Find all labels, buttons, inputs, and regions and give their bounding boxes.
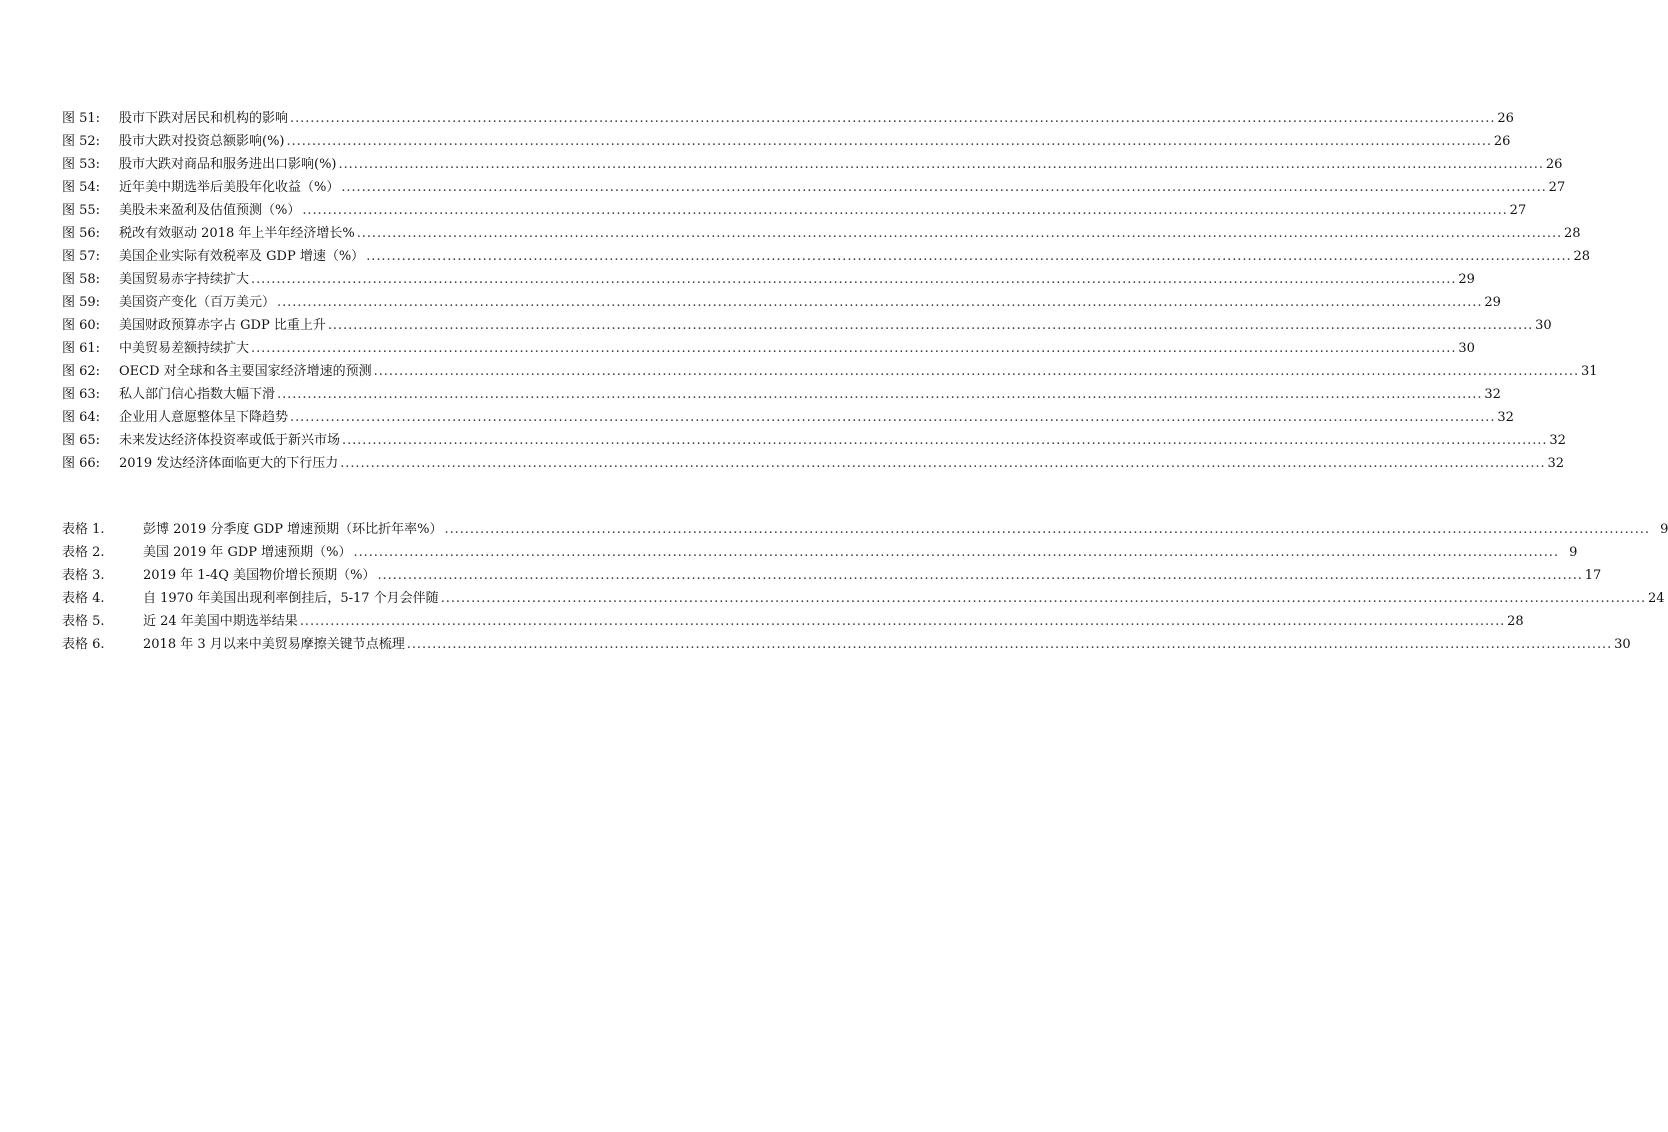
dot-leader xyxy=(374,360,1577,383)
entry-page: 32 xyxy=(1547,456,1565,471)
figure-list xyxy=(62,107,1598,475)
toc-entry-figure[interactable] xyxy=(62,245,1591,268)
entry-title: 自 1970 年美国出现利率倒挂后，5-17 个月会伴随 xyxy=(143,591,439,606)
entry-page: 30 xyxy=(1614,637,1631,652)
entry-title: OECD 对全球和各主要国家经济增速的预测 xyxy=(119,364,372,379)
dot-leader xyxy=(290,107,1493,130)
entry-title: 税改有效驱动 2018 年上半年经济增长% xyxy=(119,226,355,241)
entry-number: 表格 3. xyxy=(62,568,105,583)
toc-entry-table[interactable] xyxy=(62,587,1665,610)
dot-leader xyxy=(290,406,1493,429)
dot-leader xyxy=(340,452,1543,475)
toc-entry-figure[interactable] xyxy=(62,291,1501,314)
dot-leader xyxy=(277,291,1480,314)
entry-number: 表格 2. xyxy=(62,545,105,560)
entry-number: 表格 5. xyxy=(62,614,105,629)
entry-title: 私人部门信心指数大幅下滑 xyxy=(119,387,276,402)
entry-page: 9 xyxy=(1569,545,1578,560)
entry-number: 图 66: xyxy=(62,456,101,471)
entry-number: 图 53: xyxy=(62,157,101,172)
toc-entry-figure[interactable] xyxy=(62,130,1511,153)
entry-title: 彭博 2019 分季度 GDP 增速预期（环比折年率%） xyxy=(143,522,443,537)
entry-page: 32 xyxy=(1484,387,1501,402)
dot-leader xyxy=(342,429,1545,452)
entry-page: 26 xyxy=(1497,111,1514,126)
entry-number: 表格 6. xyxy=(62,637,105,652)
entry-number: 图 51: xyxy=(62,111,101,126)
entry-number: 图 54: xyxy=(62,180,101,195)
entry-number: 图 65: xyxy=(62,433,101,448)
entry-page: 31 xyxy=(1580,364,1598,379)
entry-page: 29 xyxy=(1458,272,1475,287)
entry-number: 图 55: xyxy=(62,203,101,218)
table-list xyxy=(62,518,1668,656)
toc-entry-figure[interactable] xyxy=(62,268,1475,291)
entry-title: 2019 年 1-4Q 美国物价增长预期（%） xyxy=(143,568,376,583)
toc-entry-table[interactable] xyxy=(62,610,1524,633)
toc-entry-table[interactable] xyxy=(62,518,1668,541)
entry-page: 29 xyxy=(1484,295,1501,310)
entry-number: 表格 1. xyxy=(62,522,105,537)
dot-leader xyxy=(277,383,1480,406)
entry-title: 股市下跌对居民和机构的影响 xyxy=(119,111,289,126)
toc-entry-figure[interactable] xyxy=(62,199,1527,222)
entry-page: 28 xyxy=(1573,249,1591,264)
entry-number: 图 59: xyxy=(62,295,101,310)
dot-leader xyxy=(251,268,1454,291)
toc-entry-table[interactable] xyxy=(62,564,1602,587)
dot-leader xyxy=(445,518,1648,541)
toc-entry-figure[interactable] xyxy=(62,222,1581,245)
dot-leader xyxy=(302,199,1505,222)
entry-title: 美国企业实际有效税率及 GDP 增速（%） xyxy=(119,249,365,264)
dot-leader xyxy=(407,633,1610,656)
entry-page: 9 xyxy=(1660,522,1668,537)
toc-entry-figure[interactable] xyxy=(62,429,1566,452)
entry-page: 24 xyxy=(1648,591,1665,606)
entry-number: 图 52: xyxy=(62,134,101,149)
entry-page: 17 xyxy=(1584,568,1602,583)
toc-entry-table[interactable] xyxy=(62,541,1578,564)
toc-entry-table[interactable] xyxy=(62,633,1631,656)
entry-page: 27 xyxy=(1509,203,1527,218)
toc-entry-figure[interactable] xyxy=(62,176,1566,199)
toc-entry-figure[interactable] xyxy=(62,153,1563,176)
entry-number: 表格 4. xyxy=(62,591,105,606)
entry-page: 30 xyxy=(1535,318,1552,333)
entry-number: 图 56: xyxy=(62,226,101,241)
entry-title: 美股未来盈利及估值预测（%） xyxy=(119,203,301,218)
toc-entry-figure[interactable] xyxy=(62,383,1501,406)
entry-title: 股市大跌对投资总额影响(%) xyxy=(119,134,285,149)
dot-leader xyxy=(357,222,1560,245)
entry-title: 美国贸易赤字持续扩大 xyxy=(119,272,250,287)
dot-leader xyxy=(354,541,1557,564)
entry-title: 中美贸易差额持续扩大 xyxy=(119,341,250,356)
dot-leader xyxy=(377,564,1580,587)
dot-leader xyxy=(328,314,1531,337)
entry-title: 近年美中期选举后美股年化收益（%） xyxy=(119,180,340,195)
entry-number: 图 58: xyxy=(62,272,101,287)
entry-number: 图 60: xyxy=(62,318,101,333)
entry-title: 股市大跌对商品和服务进出口影响(%) xyxy=(119,157,337,172)
entry-page: 27 xyxy=(1548,180,1566,195)
entry-number: 图 63: xyxy=(62,387,101,402)
entry-number: 图 61: xyxy=(62,341,101,356)
entry-number: 图 62: xyxy=(62,364,101,379)
dot-leader xyxy=(341,176,1544,199)
toc-entry-figure[interactable] xyxy=(62,107,1514,130)
toc-entry-figure[interactable] xyxy=(62,406,1514,429)
entry-page: 30 xyxy=(1458,341,1475,356)
toc-entry-figure[interactable] xyxy=(62,360,1598,383)
entry-title: 企业用人意愿整体呈下降趋势 xyxy=(119,410,289,425)
entry-title: 2019 发达经济体面临更大的下行压力 xyxy=(119,456,339,471)
entry-title: 美国 2019 年 GDP 增速预期（%） xyxy=(143,545,352,560)
entry-title: 美国资产变化（百万美元） xyxy=(119,295,276,310)
entry-page: 28 xyxy=(1507,614,1524,629)
dot-leader xyxy=(251,337,1454,360)
entry-title: 2018 年 3 月以来中美贸易摩擦关键节点梳理 xyxy=(143,637,405,652)
dot-leader xyxy=(300,610,1503,633)
entry-page: 28 xyxy=(1564,226,1581,241)
entry-number: 图 64: xyxy=(62,410,101,425)
entry-page: 32 xyxy=(1549,433,1566,448)
dot-leader xyxy=(339,153,1542,176)
dot-leader xyxy=(366,245,1569,268)
entry-title: 近 24 年美国中期选举结果 xyxy=(143,614,298,629)
entry-title: 美国财政预算赤字占 GDP 比重上升 xyxy=(119,318,326,333)
dot-leader xyxy=(441,587,1644,610)
entry-page: 26 xyxy=(1545,157,1563,172)
toc-entry-figure[interactable] xyxy=(62,452,1565,475)
toc-entry-figure[interactable] xyxy=(62,337,1475,360)
entry-page: 32 xyxy=(1497,410,1514,425)
dot-leader xyxy=(287,130,1490,153)
entry-number: 图 57: xyxy=(62,249,101,264)
toc-entry-figure[interactable] xyxy=(62,314,1552,337)
entry-page: 26 xyxy=(1493,134,1511,149)
entry-title: 未来发达经济体投资率或低于新兴市场 xyxy=(119,433,341,448)
